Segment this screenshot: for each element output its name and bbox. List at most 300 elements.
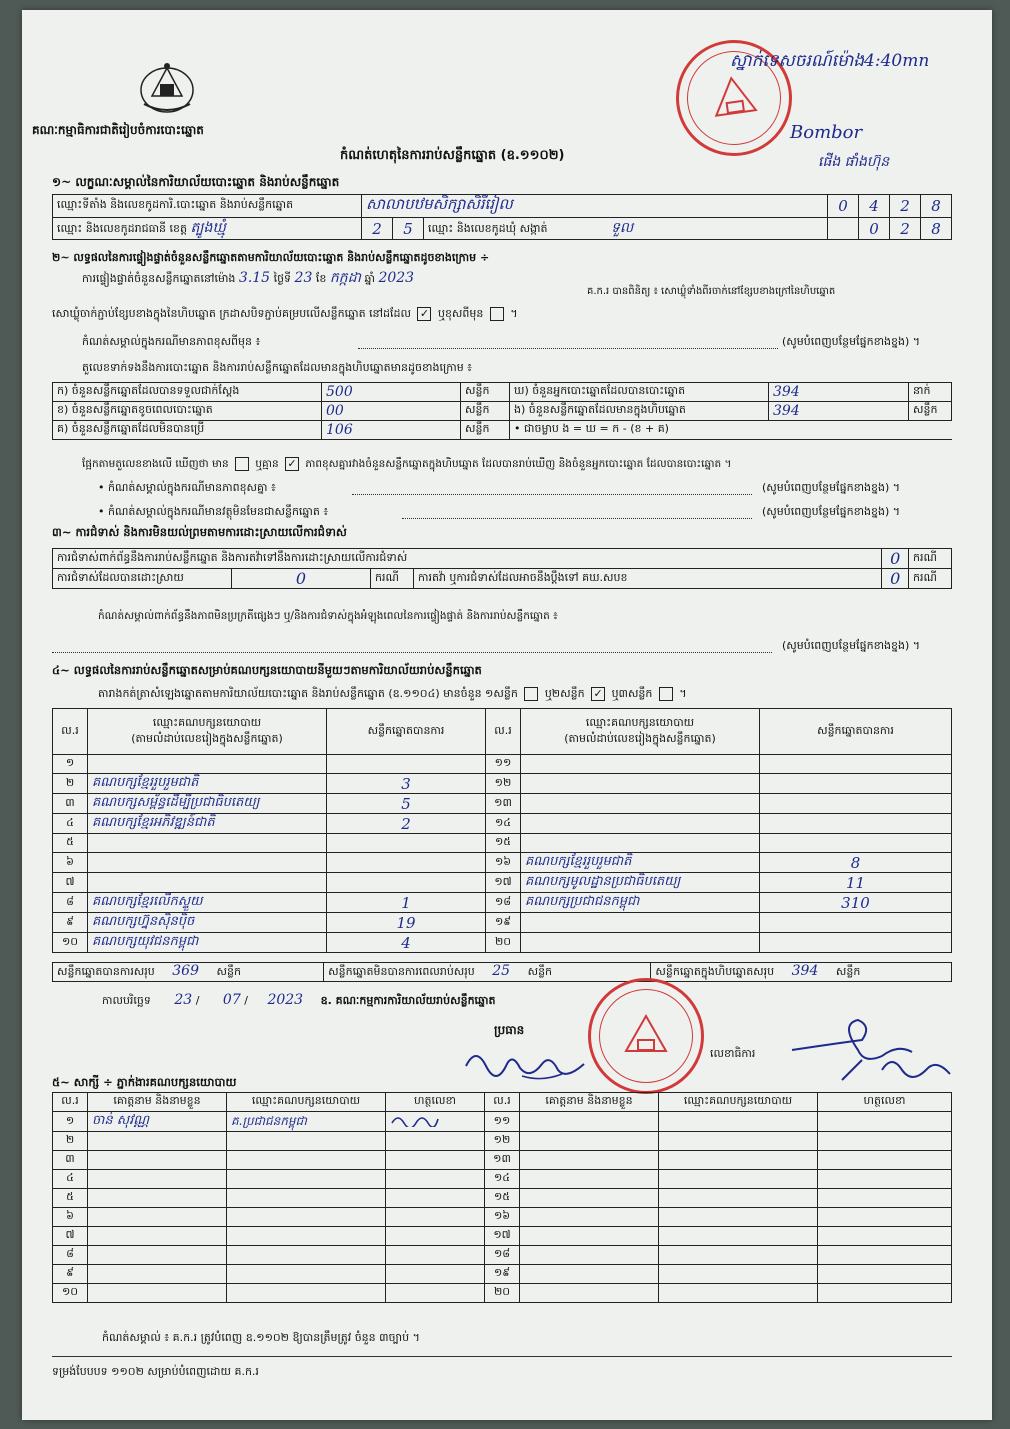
count-unit-e: សន្លឹក (909, 402, 952, 421)
official-stamp-bottom (588, 978, 704, 1094)
result-party: គណបក្សខ្មែរអភិវឌ្ឍន៍ជាតិ (88, 814, 327, 834)
verify-day: 23 (294, 270, 313, 286)
result-no: ៣ (53, 794, 88, 814)
count-label-a: ក) ចំនួនសន្លឹកឆ្នោតដែលបានទទួលជាក់ស្តែង (53, 383, 322, 402)
commune-code-3: 8 (921, 218, 952, 240)
count-value-a: 500 (322, 383, 461, 402)
result-party: គណបក្សខ្មែររួបរួមជាតិ (521, 853, 760, 873)
witness-name: ចាន់ សុវណ្ណ (88, 1112, 227, 1132)
witness-header-party: ឈ្មោះគណបក្សនយោបាយ (227, 1093, 386, 1112)
table-row (53, 913, 952, 933)
witness-signature (386, 1227, 485, 1246)
result-no: ៧ (53, 873, 88, 893)
witness-no: ១៩ (485, 1265, 520, 1284)
result-votes: 8 (760, 853, 952, 873)
result-votes (760, 913, 952, 933)
tally-sheet-line (98, 686, 687, 702)
total-box-unit: សន្លឹក (835, 965, 861, 978)
witness-table (52, 1092, 952, 1303)
result-no: ៤ (53, 814, 88, 834)
witness-no: ១៧ (485, 1227, 520, 1246)
province-code-2: 5 (393, 218, 424, 240)
witness-signature (386, 1284, 485, 1303)
witness-signature (818, 1189, 952, 1208)
witness-name (88, 1246, 227, 1265)
total-invalid-unit: សន្លឹក (527, 965, 553, 978)
witness-header-no-2: ល.រ (485, 1093, 520, 1112)
witness-signature (818, 1132, 952, 1151)
commune-label-text: ឈ្មោះ និងលេខកូដឃុំ សង្កាត់ (428, 222, 548, 235)
total-valid-unit: សន្លឹក (216, 965, 241, 978)
result-no: ១៣ (486, 794, 521, 814)
president-signature (462, 1036, 592, 1086)
table-row (53, 1227, 952, 1246)
result-no: ១៧ (486, 873, 521, 893)
witness-header-party-2: ឈ្មោះគណបក្សនយោបាយ (659, 1093, 818, 1112)
committee-label: ឧ. គណៈកម្មការការិយាល័យរាប់សន្លឹកឆ្នោត (320, 994, 496, 1007)
total-valid-cell (53, 963, 324, 982)
location-label: ឈ្មោះទីតាំង និងលេខកូដការិ.បោះឆ្នោត និងរាប់សន្លឹកឆ្នោត (53, 195, 362, 218)
three-sheets-checkbox[interactable] (659, 687, 673, 701)
result-party (88, 755, 327, 774)
witness-party (659, 1227, 818, 1246)
province-label-text: ឈ្មោះ និងលេខកូដរាជធានី ខេត្ត (57, 222, 187, 235)
witness-no: ១០ (53, 1284, 88, 1303)
witness-party: គ.ប្រជាជនកម្ពុជា (227, 1112, 386, 1132)
result-votes (327, 853, 486, 873)
witness-name (520, 1132, 659, 1151)
witness-signature (818, 1227, 952, 1246)
witness-signature (818, 1112, 952, 1132)
count-unit-c: សន្លឹក (461, 421, 510, 440)
result-no: ១១ (486, 755, 521, 774)
result-party: គណបក្សហ្វ៊ុនស៊ិនប៉ិច (88, 913, 327, 933)
witness-no: ៧ (53, 1227, 88, 1246)
witness-signature (386, 1208, 485, 1227)
total-box-value: 394 (791, 963, 819, 979)
form-note: ទម្រង់បែបបទ ១១០២ សម្រាប់បំពេញដោយ គ.ក.រ (52, 1365, 259, 1378)
witness-no: ៤ (53, 1170, 88, 1189)
objection-value-3: 0 (882, 569, 909, 589)
bullet-object-line[interactable] (402, 518, 752, 519)
compare-b: ឬគ្មាន (255, 458, 279, 470)
handwritten-note-name2: ផើង ផាំងហ៊ុន (818, 154, 890, 170)
witness-party (659, 1246, 818, 1265)
witness-signature (818, 1284, 952, 1303)
verify-line1 (82, 270, 414, 287)
result-party (88, 834, 327, 853)
witness-name (88, 1284, 227, 1303)
table-row (53, 1170, 952, 1189)
witness-name (88, 1151, 227, 1170)
date-day: 23 (174, 992, 193, 1008)
witness-no: ១៣ (485, 1151, 520, 1170)
verify-line1-c: ខែ (315, 272, 327, 285)
tally-intro: តារាងកត់ត្រាសំឡេងឆ្នោតតាមការិយាល័យបោះឆ្នោត និងរាប់សន្លឹកឆ្នោត (ឧ.១១០៤) មានចំនួន ១សន្លឹក (98, 687, 518, 700)
location-code-3: 2 (890, 195, 921, 218)
result-no: ៩ (53, 913, 88, 933)
witness-name (88, 1170, 227, 1189)
bullet-difference-hint: (សូមបំពេញបន្ថែមផ្នែកខាងខ្នង) ។ (762, 481, 901, 494)
compare-c: ភាពខុសគ្នារវាងចំនួនសន្លឹកឆ្នោតក្នុងហិបឆ្នោត ដែលបានរាប់ឃើញ និងចំនួនអ្នកបោះឆ្នោត ដែលបានបោះឆ្នោត ។ (305, 458, 732, 470)
witness-party (659, 1284, 818, 1303)
witness-party (227, 1132, 386, 1151)
objection-label-1: ការជំទាស់ពាក់ព័ន្ធនឹងការរាប់សន្លឹកឆ្នោត និងការតវ៉ាទៅនឹងការដោះស្រាយលើការជំទាស់ (53, 549, 882, 569)
witness-name (520, 1189, 659, 1208)
witness-party (659, 1112, 818, 1132)
witness-no: ២ (53, 1132, 88, 1151)
result-party (521, 794, 760, 814)
witness-no: ១៥ (485, 1189, 520, 1208)
result-party: គណបក្សយុវជនកម្ពុជា (88, 933, 327, 953)
count-value-b: 00 (322, 402, 461, 421)
bullet-difference-line[interactable] (352, 494, 752, 495)
witness-no: ៥ (53, 1189, 88, 1208)
objection-note: កំណត់សម្គាល់ពាក់ព័ន្ធនឹងភាពមិនប្រក្រតីផ្សេងៗ ឬ/និងការជំទាស់ក្នុងអំឡុងពេលនៃការផ្ទៀងផ្ទាត់ និងការរាប់សន្លឹកឆ្នោត ៖ (98, 610, 558, 622)
objection-note-hint: (សូមបំពេញបន្ថែមផ្នែកខាងខ្នង) ។ (782, 639, 921, 652)
commune-code-1: 0 (859, 218, 890, 240)
witness-party (659, 1170, 818, 1189)
result-votes: 11 (760, 873, 952, 893)
result-votes: 1 (327, 893, 486, 913)
location-value: សាលាបឋមសិក្សាសិរីរៀល (362, 195, 828, 218)
commune-code-2: 2 (890, 218, 921, 240)
results-header-party-2: ឈ្មោះគណបក្សនយោបាយ (តាមលំដាប់លេខរៀងក្នុងសន្លឹកឆ្នោត) (521, 709, 760, 755)
verify-line1-b: ថ្ងៃទី (273, 272, 292, 285)
counts-row (53, 421, 952, 440)
commune-label (424, 218, 828, 240)
result-no: ២០ (486, 933, 521, 953)
witness-party (659, 1189, 818, 1208)
total-invalid-label: សន្លឹកឆ្នោតមិនបានការពេលរាប់សរុប (328, 965, 475, 978)
section3-title: ៣~ ការជំទាស់ និងការមិនយល់ព្រមតាមការដោះស្រាយលើការជំទាស់ (52, 525, 347, 539)
result-votes (327, 834, 486, 853)
result-no: ១៤ (486, 814, 521, 834)
table-row (53, 1284, 952, 1303)
count-value-c: 106 (322, 421, 461, 440)
witness-no: ៣ (53, 1151, 88, 1170)
compare-a: ផ្អែកតាមតួលេខខាងលើ ឃើញថា មាន (82, 458, 229, 470)
result-votes: 4 (327, 933, 486, 953)
result-no: ១២ (486, 774, 521, 794)
result-party (88, 873, 327, 893)
result-party (521, 814, 760, 834)
results-header-votes: សន្លឹកឆ្នោតបានការ (327, 709, 486, 755)
verify-line1-end: គ.ក.រ បានពិនិត្យ ៖ សោឃ្លុំទាំងពីរចាក់នៅខ្សែបខាងក្រៅនៃហិបឆ្នោត (587, 286, 836, 297)
result-no: ១៥ (486, 834, 521, 853)
witness-no: ៩ (53, 1265, 88, 1284)
verify-time: 3.15 (238, 270, 271, 286)
witness-name (520, 1265, 659, 1284)
objection-note-line[interactable] (52, 652, 772, 653)
witness-signature (386, 1112, 485, 1132)
province-code-1: 2 (362, 218, 393, 240)
witness-no: ៦ (53, 1208, 88, 1227)
objection-value-1: 0 (882, 549, 909, 569)
count-value-d: 394 (769, 383, 909, 402)
verify-line1-d: ឆ្នាំ (364, 272, 375, 285)
commune-code-blank (828, 218, 859, 240)
witness-no: ៨ (53, 1246, 88, 1265)
compare-line (82, 456, 731, 472)
same-checkbox[interactable]: ✓ (417, 307, 431, 321)
tally-intro-c: ឬ៣សន្លឹក (611, 687, 653, 700)
location-code-1: 0 (828, 195, 859, 218)
diff-note-hint: (សូមបំពេញបន្ថែមផ្នែកខាងខ្នង) ។ (782, 335, 921, 348)
total-invalid-value: 25 (492, 963, 511, 979)
results-header-votes-2: សន្លឹកឆ្នោតបានការ (760, 709, 952, 755)
date-year: 2023 (267, 992, 304, 1008)
result-votes (760, 814, 952, 834)
table-row (53, 755, 952, 774)
result-party: គណបក្សមូលដ្ឋានប្រជាធិបតេយ្យ (521, 873, 760, 893)
bullet-object: • កំណត់សម្គាល់ក្នុងករណីមានវត្ថុមិនមែនជាសន្លឹកឆ្នោត ៖ (98, 505, 329, 518)
one-sheet-checkbox[interactable] (524, 687, 538, 701)
witness-signature (818, 1208, 952, 1227)
objection-unit-2: ករណី (371, 569, 414, 589)
witness-name (520, 1151, 659, 1170)
total-valid-label: សន្លឹកឆ្នោតបានការសរុប (57, 965, 155, 978)
result-party: គណបក្សខ្មែរលើកស្ទួយ (88, 893, 327, 913)
verify-year: 2023 (378, 270, 415, 286)
witness-no: ២០ (485, 1284, 520, 1303)
witness-party (227, 1284, 386, 1303)
different-checkbox[interactable] (490, 307, 504, 321)
verify-month: កក្កដា (329, 270, 361, 286)
diff-note-line[interactable] (358, 348, 778, 349)
witness-party (227, 1151, 386, 1170)
numbers-intro: តួលេខទាក់ទងនឹងការបោះឆ្នោត និងការរាប់សន្លឹកឆ្នោតដែលមានក្នុងហិបឆ្នោតមានដូចខាងក្រោម ៖ (82, 361, 473, 374)
witness-name (88, 1132, 227, 1151)
count-formula: • ជាចម្លាប ង = ឃ = ក - (ខ + គ) (510, 421, 952, 440)
witness-party (227, 1246, 386, 1265)
witness-name (520, 1208, 659, 1227)
result-no: ១៨ (486, 893, 521, 913)
witness-signature (386, 1132, 485, 1151)
results-header-no-2: ល.រ (486, 709, 521, 755)
bullet-difference: • កំណត់សម្គាល់ក្នុងករណីមានភាពខុសគ្នា ៖ (98, 481, 276, 494)
witness-party (659, 1151, 818, 1170)
witness-name (88, 1208, 227, 1227)
province-label (53, 218, 362, 240)
witness-header-sign-2: ហត្ថលេខា (818, 1093, 952, 1112)
witness-party (659, 1132, 818, 1151)
result-votes (760, 794, 952, 814)
result-no: ១ (53, 755, 88, 774)
table-row (53, 873, 952, 893)
result-no: ១៩ (486, 913, 521, 933)
bullet-object-hint: (សូមបំពេញបន្ថែមផ្នែកខាងខ្នង) ។ (762, 505, 901, 518)
section4-title: ៤~ លទ្ធផលនៃការរាប់សន្លឹកឆ្នោតសម្រាប់គណបក្សនយោបាយនីមួយៗតាមការិយាល័យរាប់សន្លឹកឆ្នោត (52, 663, 482, 677)
result-votes (760, 755, 952, 774)
witness-party (227, 1170, 386, 1189)
section1-title: ១~ លក្ខណៈសម្គាល់នៃការិយាល័យបោះឆ្នោត និងរាប់សន្លឹកឆ្នោត (52, 175, 340, 189)
commune-value: ទួល (611, 220, 634, 236)
result-no: ៥ (53, 834, 88, 853)
table-row (53, 1132, 952, 1151)
witness-signature (818, 1246, 952, 1265)
result-votes (327, 873, 486, 893)
counts-table (52, 382, 952, 440)
section2-title: ២~ លទ្ធផលនៃការផ្ទៀងផ្ទាត់ចំនួនសន្លឹកឆ្នោតតាមការិយាល័យបោះឆ្នោត និងរាប់សន្លឹកឆ្នោតដូចខាងក្រោម ÷ (52, 251, 490, 264)
total-invalid-cell (324, 963, 651, 982)
witness-signature (386, 1189, 485, 1208)
count-label-e: ង) ចំនួនសន្លឹកឆ្នោតដែលមានក្នុងហិបឆ្នោត (510, 402, 769, 421)
handwritten-note-time: ស្នាក់ទេសចរណ៍ម៉ោង4:40mn (730, 51, 930, 71)
date-line: កាលបរិច្ឆេទ 23 / 07 / 2023 ឧ. គណៈកម្មការការិយាល័យរាប់សន្លឹកឆ្នោត (102, 992, 496, 1008)
count-label-d: ឃ) ចំនួនអ្នកបោះឆ្នោតដែលបានបោះឆ្នោត (510, 383, 769, 402)
result-party: គណបក្សសម្ព័ន្ធដើម្បីប្រជាធិបតេយ្យ (88, 794, 327, 814)
witness-party (659, 1208, 818, 1227)
tally-intro-end: ។ (679, 687, 687, 700)
witness-name (520, 1246, 659, 1265)
witness-header-name-2: គោត្តនាម និងនាមខ្លួន (520, 1093, 659, 1112)
witness-signature (386, 1246, 485, 1265)
results-table (52, 708, 952, 953)
result-party (521, 834, 760, 853)
objection-label-3: ការតវ៉ា ឬការជំទាស់ដែលអាចនឹងប្តឹងទៅ គឃ.សបខ (414, 569, 882, 589)
objection-unit-1: ករណី (909, 549, 952, 569)
witness-name (520, 1170, 659, 1189)
total-valid-value: 369 (172, 963, 199, 979)
result-party (521, 933, 760, 953)
table-row (53, 893, 952, 913)
count-unit-d: នាក់ (909, 383, 952, 402)
verify-line1-a: ការផ្ទៀងផ្ទាត់ចំនួនសន្លឹកឆ្នោតនៅម៉ោង (82, 272, 236, 285)
total-box-cell (651, 963, 952, 982)
result-votes: 3 (327, 774, 486, 794)
table-row (53, 814, 952, 834)
handwritten-note-name: Bombor (790, 122, 863, 143)
table-row (53, 853, 952, 873)
result-no: ៦ (53, 853, 88, 873)
witness-signature-mark (390, 1113, 440, 1127)
secretary-label: លេខាធិការ (710, 1047, 756, 1060)
witness-no: ១៤ (485, 1170, 520, 1189)
result-votes (760, 774, 952, 794)
committee-name: គណៈកម្មាធិការជាតិរៀបចំការបោះឆ្នោត (32, 123, 204, 137)
objection-label-2: ការជំទាស់ដែលបានដោះស្រាយ (53, 569, 232, 589)
secretary-signature (782, 1010, 972, 1100)
table-row (53, 1189, 952, 1208)
count-unit-b: សន្លឹក (461, 402, 510, 421)
form-title: កំណត់ហេតុនៃការរាប់សន្លឹកឆ្នោត (ឧ.១១០២) (340, 148, 565, 163)
counts-row (53, 383, 952, 402)
result-votes (760, 933, 952, 953)
total-box-label: សន្លឹកឆ្នោតក្នុងហិបឆ្នោតសរុប (655, 965, 775, 978)
witness-signature (386, 1265, 485, 1284)
witness-signature (386, 1170, 485, 1189)
witness-party (227, 1208, 386, 1227)
witness-header-name: គោត្តនាម និងនាមខ្លួន (88, 1093, 227, 1112)
location-code-2: 4 (859, 195, 890, 218)
footnote: កំណត់សម្គាល់ ៖ គ.ក.រ ត្រូវបំពេញ ឧ.១១០២ ឱ្យបានត្រឹមត្រូវ ចំនួន ៣ច្បាប់ ។ (102, 1331, 420, 1344)
result-no: ១០ (53, 933, 88, 953)
witness-signature (818, 1265, 952, 1284)
witness-no: ១ (53, 1112, 88, 1132)
count-label-b: ខ) ចំនួនសន្លឹកឆ្នោតខូចពេលបោះឆ្នោត (53, 402, 322, 421)
result-votes (760, 834, 952, 853)
witness-no: ១៦ (485, 1208, 520, 1227)
witness-no: ១១ (485, 1112, 520, 1132)
witness-name (520, 1112, 659, 1132)
table-row (53, 1246, 952, 1265)
diff-note-label: កំណត់សម្គាល់ក្នុងករណីមានភាពខុសពីមុន ៖ (82, 335, 261, 348)
result-votes: 2 (327, 814, 486, 834)
count-label-c: គ) ចំនួនសន្លឹកឆ្នោតដែលមិនបានប្រើ (53, 421, 322, 440)
witness-signature (386, 1151, 485, 1170)
witness-name (520, 1227, 659, 1246)
two-sheets-checkbox[interactable]: ✓ (591, 687, 605, 701)
verify-line2-end: ។ (510, 307, 518, 320)
results-header-no: ល.រ (53, 709, 88, 755)
tally-intro-b: ឬ២សន្លឹក (544, 687, 585, 700)
witness-no: ១៨ (485, 1246, 520, 1265)
counts-row (53, 402, 952, 421)
witness-party (227, 1265, 386, 1284)
table-row (53, 933, 952, 953)
result-votes: 310 (760, 893, 952, 913)
result-votes: 5 (327, 794, 486, 814)
witness-name (88, 1189, 227, 1208)
result-party (521, 913, 760, 933)
table-row (53, 774, 952, 794)
verify-line2-text: សោឃ្លុំចាក់ភ្ជាប់ខ្សែបខាងក្នុងនៃហិបឆ្នោត ក្រដាសបិទភ្ជាប់គម្របលើសន្លឹកឆ្នោត នៅដដែល (52, 307, 411, 320)
result-party (521, 774, 760, 794)
table-row (53, 794, 952, 814)
witness-name (520, 1284, 659, 1303)
has-difference-checkbox[interactable] (235, 457, 249, 471)
province-value: ត្បូងឃ្មុំ (190, 220, 226, 236)
result-votes (327, 755, 486, 774)
totals-table (52, 962, 952, 982)
date-month: 07 (222, 992, 241, 1008)
objections-table (52, 548, 952, 589)
result-party: គណបក្សខ្មែររួបរួមជាតិ (88, 774, 327, 794)
witness-header-sign: ហត្ថលេខា (386, 1093, 485, 1112)
table-row (53, 1265, 952, 1284)
location-code-4: 8 (921, 195, 952, 218)
witness-name (88, 1227, 227, 1246)
table-row (53, 1112, 952, 1132)
witness-header-no: ល.រ (53, 1093, 88, 1112)
witness-party (227, 1189, 386, 1208)
verify-line2 (52, 306, 518, 322)
witness-party (659, 1265, 818, 1284)
nec-emblem-icon (134, 56, 200, 116)
results-header-party: ឈ្មោះគណបក្សនយោបាយ (តាមលំដាប់លេខរៀងក្នុងសន្លឹកឆ្នោត) (88, 709, 327, 755)
result-no: ១៦ (486, 853, 521, 873)
result-party: គណបក្សប្រជាជនកម្ពុជា (521, 893, 760, 913)
table-row (53, 1208, 952, 1227)
result-no: ៨ (53, 893, 88, 913)
witness-name (88, 1265, 227, 1284)
result-party (521, 755, 760, 774)
result-votes: 19 (327, 913, 486, 933)
result-party (88, 853, 327, 873)
count-unit-a: សន្លឹក (461, 383, 510, 402)
no-difference-checkbox[interactable]: ✓ (285, 457, 299, 471)
form-page (22, 10, 992, 1420)
section1-table (52, 194, 952, 240)
verify-line2-b: ឬខុសពីមុន (437, 307, 484, 320)
count-value-e: 394 (769, 402, 909, 421)
result-no: ២ (53, 774, 88, 794)
date-label: កាលបរិច្ឆេទ (102, 994, 151, 1007)
section5-title: ៥~ សាក្សី ÷ ភ្នាក់ងារគណបក្សនយោបាយ (52, 1075, 237, 1089)
witness-signature (818, 1151, 952, 1170)
objection-value-2: 0 (232, 569, 371, 589)
